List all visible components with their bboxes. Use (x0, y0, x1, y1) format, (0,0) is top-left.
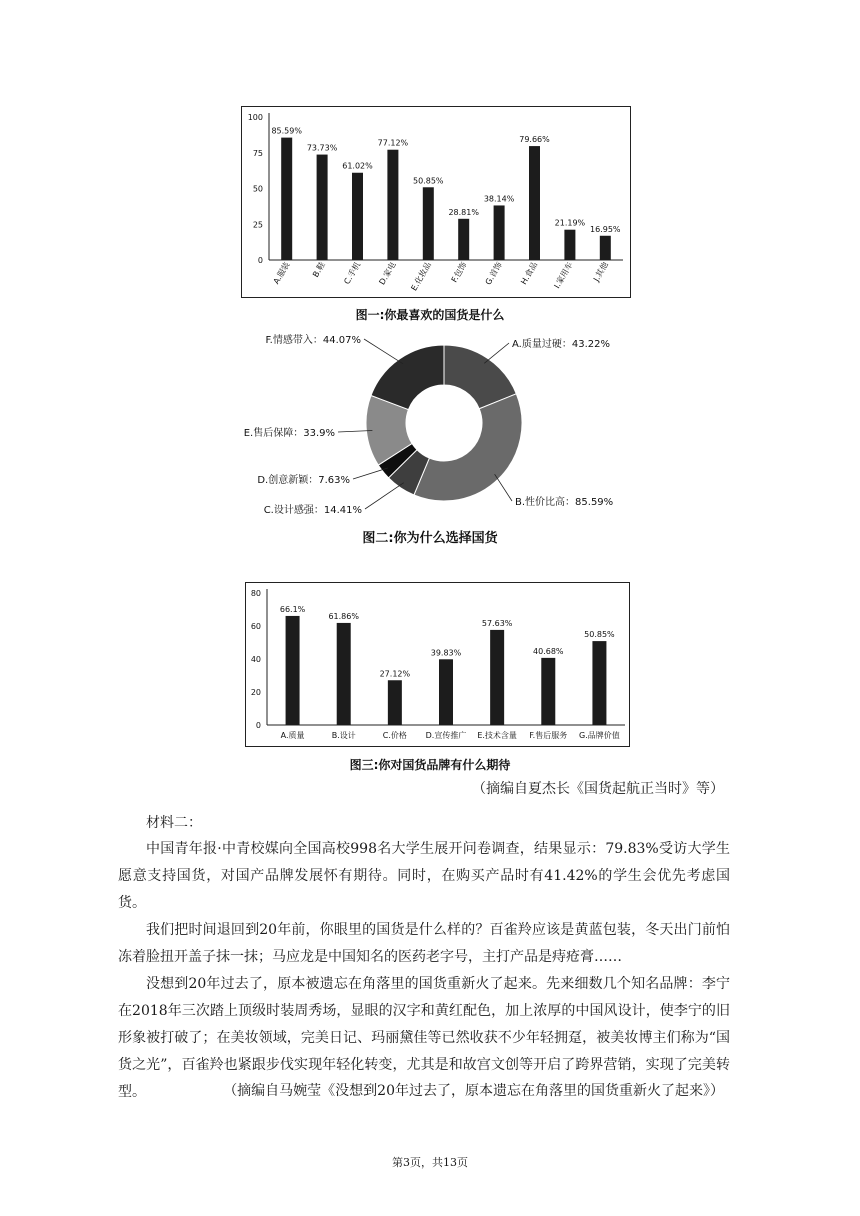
bar (423, 187, 434, 260)
x-tick-label: C.价格 (382, 731, 407, 740)
leader-line (484, 343, 509, 363)
slice-label: E.售后保障：33.9% (243, 428, 335, 439)
bar (494, 205, 505, 260)
bar (352, 173, 363, 260)
x-tick-label: A.质量 (280, 731, 305, 740)
figure3-caption: 图三:你对国货品牌有什么期待 (349, 758, 511, 772)
bar (439, 659, 453, 725)
x-tick-label: I.家用车 (552, 260, 575, 291)
slice-label: B.性价比高：85.59% (515, 497, 614, 508)
bar-value-label: 57.63% (481, 618, 513, 628)
bar-value-label: 16.95% (590, 224, 621, 234)
bar (387, 150, 398, 260)
bar (458, 219, 469, 260)
bar-value-label: 50.85% (584, 630, 615, 640)
bar-value-label: 73.73% (306, 143, 338, 153)
material2-paragraph-2: 我们把时间退回到20年前，你眼里的国货是什么样的？百雀羚应该是黄蓝包装，冬天出门前怕冻着脸扭开盖子抹一抹；马应龙是中国知名的医药老字号，主打产品是痔疮膏…… (118, 922, 730, 965)
source-citation-1: （摘编自夏杰长《国货起航正当时》等） (472, 781, 724, 797)
x-tick-label: B.设计 (331, 731, 356, 740)
y-tick-label: 100 (247, 113, 263, 122)
x-tick-label: E.技术含量 (477, 731, 517, 740)
bar-value-label: 40.68% (533, 646, 564, 656)
y-tick-label: 50 (252, 184, 263, 194)
bar-value-label: 61.86% (328, 611, 359, 621)
x-tick-label: F.售后服务 (529, 731, 568, 740)
y-tick-label: 60 (250, 622, 261, 631)
bar-value-label: 39.83% (430, 648, 462, 658)
bar (529, 146, 540, 260)
slice-label: C.设计感强：14.41% (263, 505, 362, 516)
donut-slice (371, 345, 444, 410)
x-tick-label: D.家电 (377, 260, 398, 287)
bar (600, 236, 611, 260)
y-tick-label: 80 (250, 589, 261, 598)
x-tick-label: J.其他 (591, 260, 611, 284)
material2-paragraph-3: 没想到20年过去了，原本被遗忘在角落里的国货重新火了起来。先来细数几个知名品牌：李宁在2018年三次踏上顶级时装周秀场，显眼的汉字和黄红配色，加上浓厚的中国风设计，使李宁的旧形象被打破了；在美妆领域，完美日记、玛丽黛佳等已然收获不少年轻拥趸，被美妆博主们称为“国货之光”，百雀羚也紧跟步伐实现年轻化转变，尤其是和故宫文创等开启了跨界营销，实现了完美转型。 (118, 976, 730, 1100)
bar-value-label: 85.59% (271, 126, 302, 136)
x-tick-label: F.包饰 (449, 260, 469, 284)
source-citation-2: （摘编自马婉莹《没想到20年过去了，原本遗忘在角落里的国货重新火了起来》） (223, 1083, 724, 1099)
leader-line (365, 483, 404, 509)
x-tick-label: B.鞋 (311, 260, 327, 279)
leader-line (353, 468, 388, 479)
figure1-caption: 图一:你最喜欢的国货是什么 (355, 308, 505, 322)
material2-paragraph-1: 中国青年报·中青校媒向全国高校998名大学生展开问卷调查，结果显示：79.83%受访大学生愿意支持国货，对国产品牌发展怀有期待。同时，在购买产品时有41.42%的学生会优先考虑国货。 (118, 841, 730, 911)
bar (388, 680, 402, 725)
bar (281, 138, 292, 260)
bar-value-label: 21.19% (554, 218, 586, 228)
x-tick-label: D.宣传推广 (425, 731, 467, 740)
bar-value-label: 61.02% (342, 161, 373, 171)
slice-label: F.情感带入：44.07% (265, 335, 361, 346)
x-tick-label: A.服装 (271, 260, 292, 286)
bar (490, 630, 504, 725)
bar-value-label: 66.1% (279, 604, 306, 614)
figure1-bar-chart (241, 106, 631, 298)
page-footer: 第3页，共13页 (392, 1156, 468, 1169)
bar (564, 230, 575, 260)
bar (541, 658, 555, 725)
donut-slice (414, 394, 522, 501)
figure2-caption: 图二:你为什么选择国货 (362, 531, 498, 546)
material2-heading: 材料二： (146, 815, 202, 831)
x-tick-label: H.食品 (519, 260, 540, 287)
bar-value-label: 77.12% (377, 138, 409, 148)
leader-line (364, 339, 403, 364)
figure2-donut-chart (225, 325, 645, 520)
bar-value-label: 38.14% (483, 194, 515, 204)
figure3-bar-chart (245, 582, 630, 747)
y-tick-label: 0 (255, 721, 261, 730)
bar-value-label: 27.12% (379, 669, 411, 679)
leader-line (495, 474, 512, 501)
y-tick-label: 75 (252, 148, 263, 158)
x-tick-label: G.品牌价值 (579, 731, 620, 740)
slice-label: D.创意新颖：7.63% (257, 475, 350, 486)
bar (337, 623, 351, 725)
y-tick-label: 40 (250, 655, 261, 664)
x-tick-label: E.化妆品 (409, 260, 434, 293)
x-tick-label: C.手机 (342, 260, 363, 286)
bar (592, 641, 606, 725)
bar-value-label: 28.81% (448, 207, 479, 217)
x-tick-label: G.首饰 (483, 260, 504, 287)
bar (286, 616, 300, 725)
y-tick-label: 20 (250, 688, 261, 697)
bar-value-label: 79.66% (519, 135, 550, 145)
bar-value-label: 50.85% (413, 176, 444, 186)
y-tick-label: 25 (252, 220, 263, 230)
y-tick-label: 0 (257, 256, 263, 265)
bar (317, 155, 328, 260)
slice-label: A.质量过硬：43.22% (512, 339, 610, 350)
